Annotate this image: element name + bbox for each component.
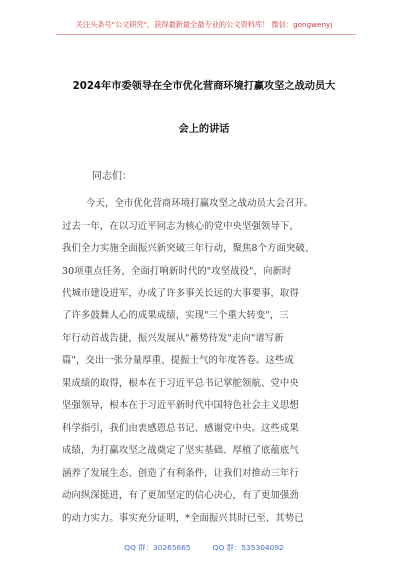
salutation: 同志们： [92, 171, 132, 182]
body-line: 动向纵深挺进，有了更加坚定的信心决心，有了更加强劲 [62, 490, 299, 501]
body-line: 果成绩的取得，根本在于习近平总书记掌舵领航、党中央 [62, 378, 299, 389]
document-title-line-2: 会上的讲话 [178, 124, 230, 135]
footer-qq-group-1: QQ 群：30265665 [124, 543, 191, 552]
body-line: 年行动首战告捷，振兴发展从"蓄势待发"走向"谱写新 [62, 333, 284, 344]
header-notice: 关注头条号"公文研究"，获得最新最全最专业的公文资料库！ 微信：gongwenyj [75, 20, 333, 29]
body-line: 代城市建设进军，办成了许多事关长远的大事要事，取得 [62, 288, 299, 299]
footer-contacts [0, 542, 408, 553]
body-line: 30项重点任务，全面打响新时代的"攻坚战役"，向新时 [62, 266, 292, 277]
document-title-line-1: 2024年市委领导在全市优化营商环境打赢攻坚之战动员大 [72, 81, 336, 92]
body-line: 我们全力实施全面振兴新突破三年行动，聚焦8个方面突破、 [62, 243, 315, 254]
body-line: 科学指引，我们由衷感恩总书记、感谢党中央。这些成果 [62, 423, 299, 434]
body-line: 了许多鼓舞人心的成果成绩，实现"三个重大转变"，三 [62, 310, 289, 321]
body-line: 成绩，为打赢攻坚之战奠定了坚实基础、厚植了底蕴底气 [62, 445, 299, 456]
body-line: 过去一年，在以习近平同志为核心的党中央坚强领导下， [62, 221, 299, 232]
footer-qq-group-2: QQ 群：535304092 [212, 543, 284, 552]
body-line: 涵养了发展生态、创造了有利条件，让我们对推动三年行 [62, 468, 299, 479]
body-line: 坚强领导，根本在于习近平新时代中国特色社会主义思想 [62, 400, 299, 411]
body-line: 今天，全市优化营商环境打赢攻坚之战动员大会召开。 [86, 198, 314, 209]
header-divider [56, 34, 356, 35]
body-line: 篇"，交出一张分量厚重、提振士气的年度答卷。这些成 [62, 355, 294, 366]
body-line: 的动力实力。事实充分证明，*全面振兴其时已至、其势已 [62, 513, 304, 524]
